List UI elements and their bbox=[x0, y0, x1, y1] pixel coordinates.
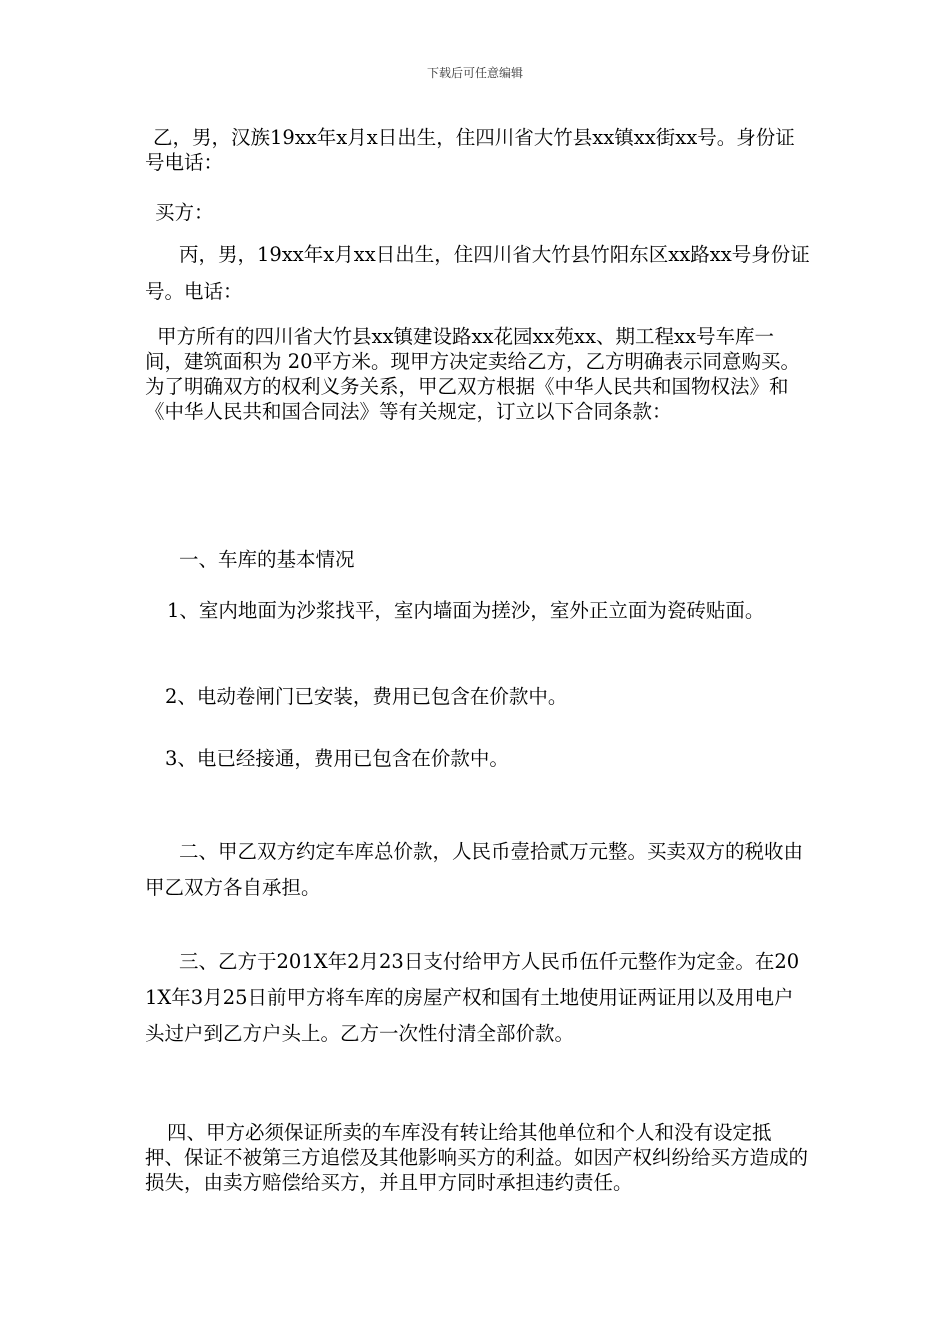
section-3-payment: 三、乙方于201X年2月23日支付给甲方人民币伍仟元整作为定金。在201X年3月25日前甲方将车库的房屋产权和国有土地使用证两证用以及用电户头过户到乙方户头上。乙方一次性付清全部价款。 bbox=[145, 950, 800, 1045]
section-2-price: 二、甲乙双方约定车库总价款，人民币壹拾贰万元整。买卖双方的税收由甲乙双方各自承担。 bbox=[145, 840, 804, 899]
section-1-item-2: 2、电动卷闸门已安装，费用已包含在价款中。 bbox=[165, 685, 568, 708]
page-header: 下载后可任意编辑 bbox=[426, 66, 523, 80]
seller-b-info: 乙，男，汉族19xx年x月x日出生，住四川省大竹县xx镇xx街xx号。身份证号电话： bbox=[145, 126, 795, 174]
buyer-label: 买方： bbox=[155, 201, 214, 224]
section-1-item-3: 3、电已经接通，费用已包含在价款中。 bbox=[165, 747, 509, 770]
buyer-c-info: 丙，男，19xx年x月xx日出生，住四川省大竹县竹阳东区xx路xx号身份证号。电话： bbox=[145, 243, 810, 303]
section-1-heading: 一、车库的基本情况 bbox=[179, 548, 355, 571]
section-1-item-1: 1、室内地面为沙浆找平，室内墙面为搓沙，室外正立面为瓷砖贴面。 bbox=[167, 599, 765, 622]
contract-preamble: 甲方所有的四川省大竹县xx镇建设路xx花园xx苑xx、期工程xx号车库一间，建筑面积为 20平方米。现甲方决定卖给乙方，乙方明确表示同意购买。为了明确双方的权利义务关系，甲乙双方根据《中华人民共和国物权法》和《中华人民共和国合同法》等有关规定，订立以下合同条款： bbox=[145, 325, 801, 423]
section-4-warranty: 四、甲方必须保证所卖的车库没有转让给其他单位和个人和没有设定抵押、保证不被第三方追偿及其他影响买方的利益。如因产权纠纷给买方造成的损失，由卖方赔偿给买方，并且甲方同时承担违约责任。 bbox=[145, 1121, 809, 1194]
